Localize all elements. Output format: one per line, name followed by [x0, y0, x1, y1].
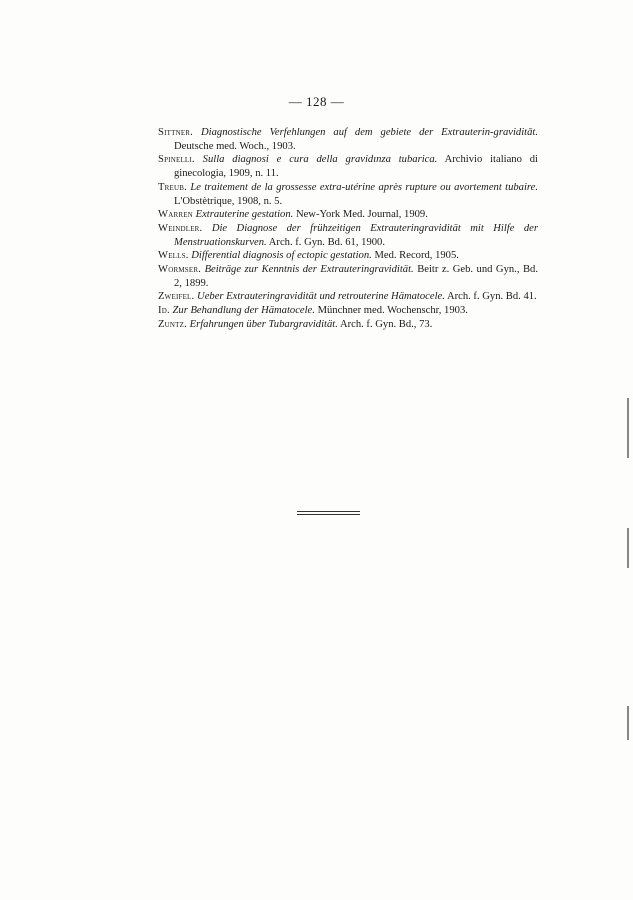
entry-author: Warren	[158, 209, 193, 221]
entry-source: Arch. f. Gyn. Bd., 73.	[339, 318, 433, 330]
entry-title: Differential diagnosis of ectopic gestation.	[191, 250, 372, 262]
bibliography-list	[158, 126, 538, 332]
entry-author: Zweifel.	[158, 291, 195, 303]
bibliography-entry	[158, 304, 538, 318]
entry-author: Zuntz.	[158, 318, 187, 330]
entry-source: Arch. f. Gyn. Bd. 41.	[446, 291, 537, 303]
entry-source: Beitr z. Geb. und Gyn., Bd. 2, 1899.	[174, 264, 538, 289]
entry-source: Med. Record, 1905.	[374, 250, 459, 262]
bibliography-entry	[158, 249, 538, 263]
section-divider	[297, 511, 360, 512]
bibliography-entry	[158, 153, 538, 180]
entry-title: Die Diagnose der frühzeitigen Extrauteringravidität mit Hilfe der Menstruationskurven.	[174, 222, 538, 248]
scan-edge-mark	[627, 528, 629, 568]
scan-edge-mark	[627, 706, 629, 740]
bibliography-entry	[158, 263, 538, 290]
entry-author: Treub.	[158, 181, 187, 193]
entry-author: Wells.	[158, 250, 189, 262]
bibliography-entry	[158, 208, 538, 222]
entry-title: Erfahrungen über Tubargravidität.	[189, 318, 338, 330]
entry-author: Id.	[158, 305, 170, 317]
bibliography-entry	[158, 126, 538, 153]
entry-title: Sulla diagnosi e cura della gravidınza tubarica.	[202, 154, 438, 166]
entry-source: L'Obstètrique, 1908, n. 5.	[174, 195, 283, 207]
entry-title: Diagnostische Verfehlungen auf dem gebiete der Extrauterin-graviditāt.	[201, 127, 538, 138]
entry-source: New-York Med. Journal, 1909.	[295, 209, 428, 221]
entry-source: Arch. f. Gyn. Bd. 61, 1900.	[268, 236, 385, 248]
entry-title: Le traitement de la grossesse extra-utérine après rupture ou avortement tubaire.	[190, 181, 538, 193]
bibliography-entry	[158, 290, 538, 304]
entry-title: Ueber Extrauteringravidität und retrouterine Hämatocele.	[197, 291, 445, 303]
entry-title: Extrauterine gestation.	[195, 209, 294, 221]
entry-author: Wormser.	[158, 264, 202, 276]
page-number: — 128 —	[288, 94, 345, 109]
bibliography-entry	[158, 181, 538, 208]
entry-source: Deutsche med. Woch., 1903.	[174, 140, 296, 152]
scan-edge-mark	[627, 398, 629, 458]
entry-title: Beiträge zur Kenntnis der Extrauteringravidität.	[204, 264, 414, 276]
entry-source: Archivio italiano di ginecologia, 1909, n. 11.	[174, 154, 538, 180]
entry-author: Weindler.	[158, 222, 203, 234]
entry-title: Zur Behandlung der Hämatocele.	[172, 305, 315, 317]
entry-author: Sittner.	[158, 127, 194, 138]
entry-source: Münchner med. Wochenschr, 1903.	[317, 305, 468, 317]
entry-author: Spinelli.	[158, 154, 195, 166]
bibliography-entry	[158, 222, 538, 249]
section-divider	[297, 514, 360, 515]
bibliography-entry	[158, 318, 538, 332]
